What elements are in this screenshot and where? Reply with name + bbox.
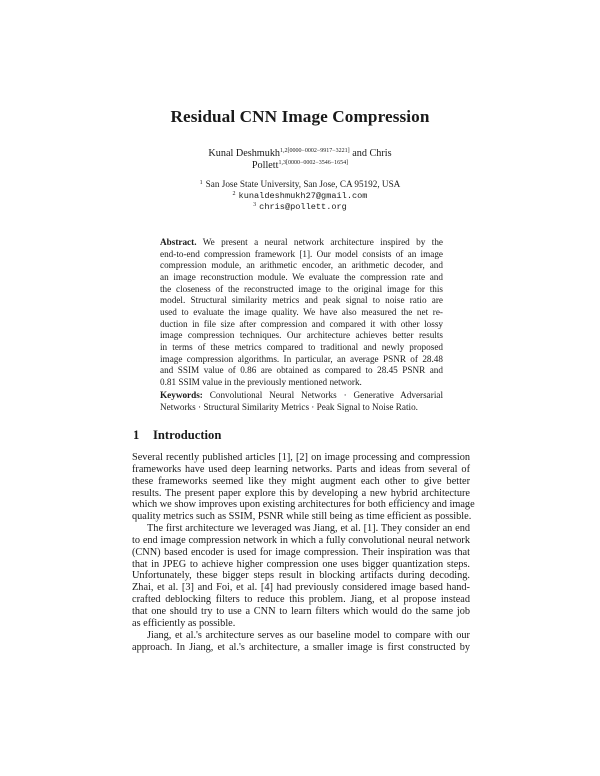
section-number: 1: [133, 428, 140, 442]
abstract-line: image compression algorithms. In particular, an average PSNR of 28.48: [160, 353, 443, 364]
keywords-line: Networks · Structural Similarity Metrics · Peak Signal to Noise Ratio.: [160, 401, 418, 412]
abstract-line: [160, 237, 443, 249]
abstract-line: duction in file size after compression and compared it with other lossy: [160, 318, 443, 329]
body-line: Zhai, et al. [3] and Foi, et al. [4] had previously considered image based hand-: [132, 582, 470, 594]
body-line: approach. In Jiang, et al.'s architecture, a smaller image is first constructed by: [132, 641, 470, 653]
paper-title: Residual CNN Image Compression: [170, 107, 430, 126]
body-line: The first architecture we leveraged was Jiang, et al. [1]. They consider an end: [147, 523, 470, 535]
author-line-2: [180, 160, 420, 172]
email-link[interactable]: chris@pollett.org: [259, 202, 347, 213]
abstract-line: 0.81 SSIM value in the previously mentioned network.: [160, 376, 362, 387]
author-orcid-mark: 1,2[0000−0002−9917−3221]: [280, 148, 350, 154]
body-line: that one should try to use a CNN to learn filters which would do the same job: [132, 605, 470, 617]
affiliation-1: [0, 179, 600, 190]
author-name: Kunal Deshmukh: [208, 148, 281, 159]
body-line: Jiang, et al.'s architecture serves as our baseline model to compare with our: [147, 629, 470, 641]
keywords-text: Convolutional Neural Networks · Generative Adversarial: [202, 390, 443, 400]
email-link[interactable]: kunaldeshmukh27@gmail.com: [238, 190, 368, 201]
abstract-line: compression module, an arithmetic encoder, an arithmetic decoder, and: [160, 260, 443, 271]
keywords-line: [160, 390, 443, 402]
abstract-line: and SSIM value of 0.86 are obtained as compared to 28.45 PSNR and: [160, 365, 443, 376]
body-line: that in JPEG to achieve higher compression one uses bigger quantization steps.: [132, 558, 470, 570]
body-line: Several recently published articles [1], [2] on image processing and compression: [132, 452, 470, 463]
abstract-label: Abstract.: [160, 237, 197, 247]
abstract: [160, 237, 443, 389]
body-line: crafted deblocking filters to reduce this problem. Jiang, et al propose instead: [132, 594, 470, 606]
abstract-line: used to evaluate the image quality. We have also measured the net re-: [160, 306, 443, 317]
author-name: Pollett: [251, 160, 279, 171]
body-line: these frameworks seemed like they might augment each other to give better: [132, 475, 470, 487]
keywords: [160, 390, 443, 413]
affiliation-mark: 1: [199, 180, 203, 186]
affiliation-mark: 2: [232, 190, 236, 197]
section-heading: [133, 428, 221, 443]
affiliation-2: [0, 190, 600, 202]
author-list: [180, 148, 420, 172]
body-line: as efficiently as possible.: [132, 617, 236, 629]
abstract-line: an image reconstruction module. We evaluate the compression rate and: [160, 271, 443, 282]
abstract-line: image compression techniques. Our architecture achieves better results: [160, 330, 443, 341]
body-line: quality metrics such as SSIM, PSNR while still being as time efficient as possible.: [132, 511, 472, 523]
keywords-label: Keywords:: [160, 390, 203, 400]
body-line: (CNN) based encoder is used for image compression. Their inspiration was that: [132, 546, 470, 558]
author-line-1: [180, 148, 420, 160]
affiliation-text: San Jose State University, San Jose, CA 95192, USA: [205, 179, 401, 189]
section-title: Introduction: [153, 428, 222, 442]
abstract-line: model. Structural similarity metrics and peak signal to noise ratio are: [160, 295, 443, 306]
abstract-line: in terms of these metrics compared to traditional and newly proposed: [160, 341, 443, 352]
body-line: to end image compression network in which a fully convolutional neural network: [132, 534, 470, 546]
author-separator: and Chris: [349, 148, 392, 159]
affiliation-mark: 3: [253, 202, 257, 209]
author-orcid-mark: 1,3[0000−0002−3546−1654]: [278, 160, 349, 166]
affiliation-3: [0, 201, 600, 213]
body-line: frameworks have used deep learning networks. Parts and ideas from several of: [132, 463, 470, 475]
body-line: Unfortunately, these bigger steps result in blocking artifacts during decoding.: [132, 570, 470, 582]
abstract-line: the closeness of the reconstructed image to the original image for this: [160, 283, 443, 294]
body-text: [132, 452, 475, 653]
affiliations: [0, 179, 600, 213]
abstract-text: We present a neural network architecture inspired by the: [196, 237, 443, 247]
abstract-line: end-to-end compression framework [1]. Our model consists of an image: [160, 248, 443, 259]
body-line: which we show improves upon existing architectures for both efficiency and image: [132, 499, 475, 511]
body-line: results. The present paper explore this by developing a new hybrid architecture: [132, 487, 470, 499]
